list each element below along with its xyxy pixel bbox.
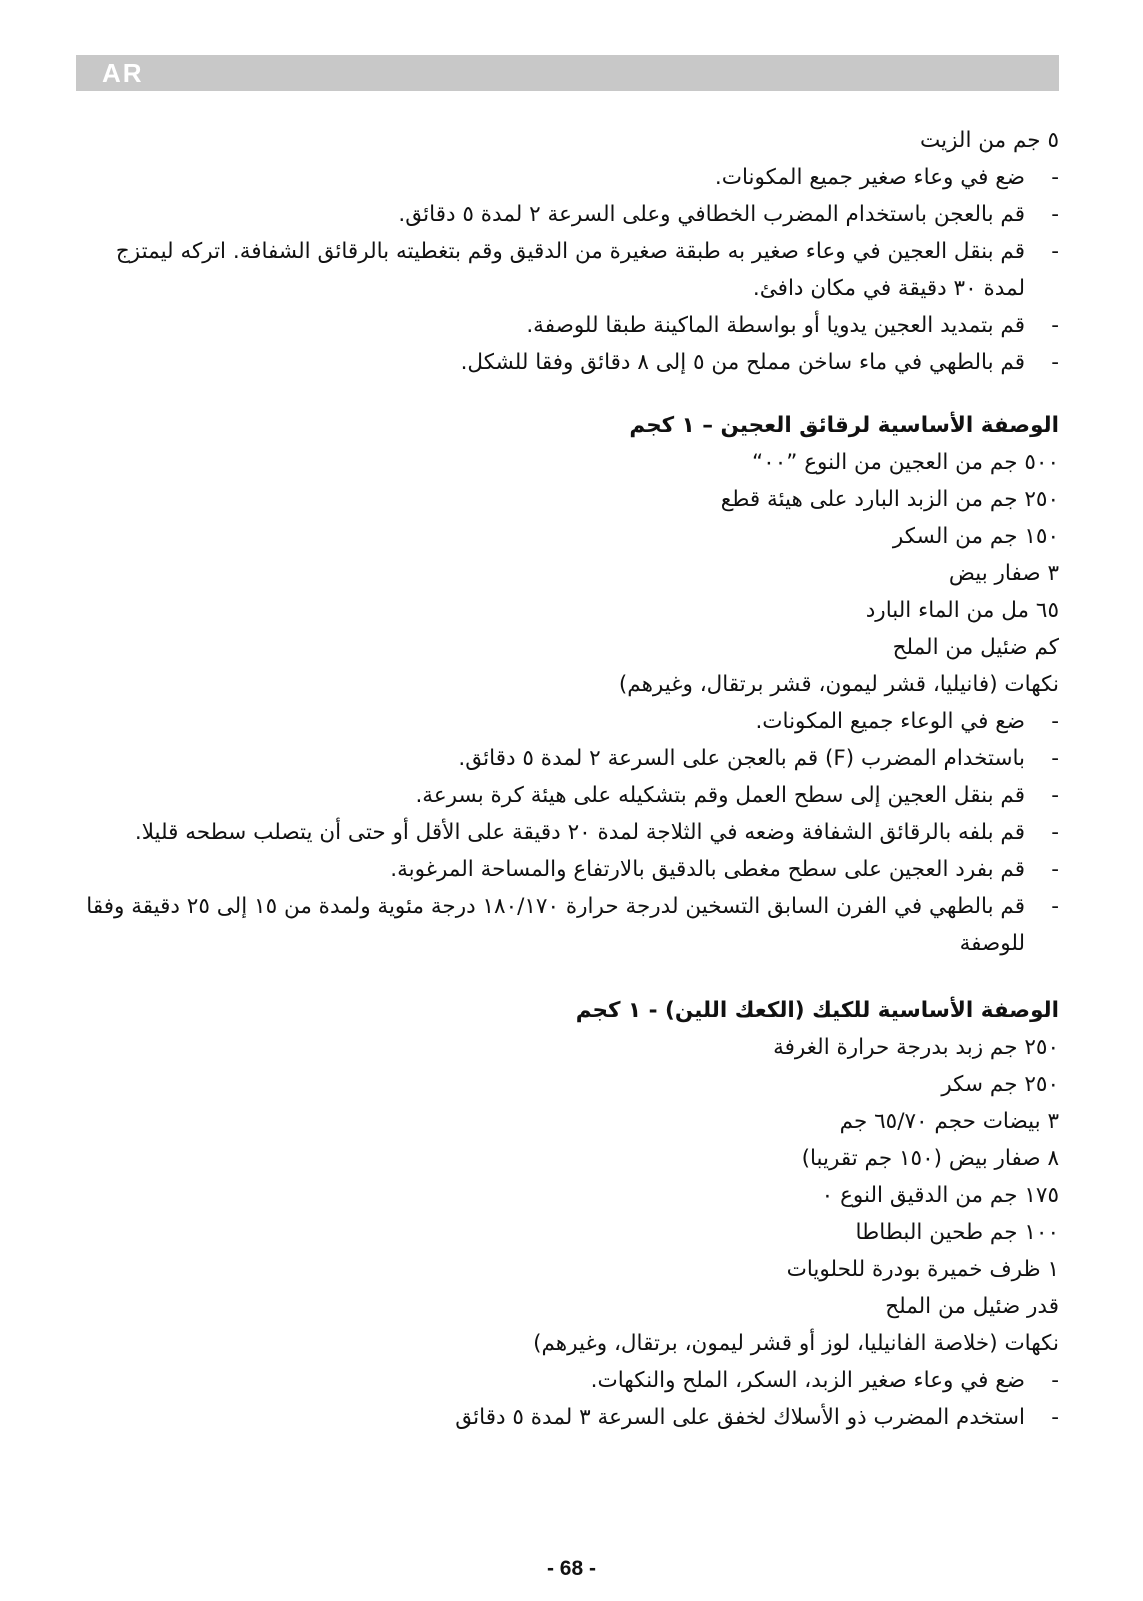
cake-step: - ضع في وعاء صغير الزبد، السكر، الملح والنكهات. xyxy=(76,1362,1059,1399)
recipe-content xyxy=(76,122,1059,1436)
pastry-step: - قم بلفه بالرقائق الشفافة وضعه في الثلاجة لمدة ٢٠ دقيقة على الأقل أو حتى أن يتصلب سطحه قليلا. xyxy=(76,814,1059,851)
cake-ingredient: ١٠٠ جم طحين البطاطا xyxy=(855,1220,1059,1245)
cake-ingredient: قدر ضئيل من الملح xyxy=(885,1294,1059,1319)
intro-step: - قم بالعجن باستخدام المضرب الخطافي وعلى السرعة ٢ لمدة ٥ دقائق. xyxy=(76,196,1059,233)
intro-step: - قم بتمديد العجين يدويا أو بواسطة الماكينة طبقا للوصفة. xyxy=(76,307,1059,344)
cake-ingredient: ١٧٥ جم من الدقيق النوع ٠ xyxy=(821,1183,1059,1208)
intro-step: - قم بالطهي في ماء ساخن مملح من ٥ إلى ٨ دقائق وفقا للشكل. xyxy=(76,344,1059,381)
page-number: - 68 - xyxy=(546,1557,596,1580)
language-header-bar xyxy=(76,55,1059,91)
pastry-step: - باستخدام المضرب (F) قم بالعجن على السرعة ٢ لمدة ٥ دقائق. xyxy=(76,740,1059,777)
language-code: AR xyxy=(102,58,144,88)
cake-ingredient: ٢٥٠ جم سكر xyxy=(941,1072,1059,1097)
cake-ingredient: ٣ بيضات حجم ٦٥/٧٠ جم xyxy=(839,1109,1059,1134)
pastry-ingredient: كم ضئيل من الملح xyxy=(892,635,1059,660)
pastry-ingredient: ٢٥٠ جم من الزبد البارد على هيئة قطع xyxy=(720,487,1059,512)
cake-ingredient: ٢٥٠ جم زبد بدرجة حرارة الغرفة xyxy=(773,1035,1059,1060)
pastry-step: - ضع في الوعاء جميع المكونات. xyxy=(76,703,1059,740)
cake-ingredient: نكهات (خلاصة الفانيليا، لوز أو قشر ليمون، برتقال، وغيرهم) xyxy=(533,1331,1059,1356)
pastry-ingredient: ٦٥ مل من الماء البارد xyxy=(865,598,1059,623)
pastry-recipe-title: الوصفة الأساسية لرقائق العجين – ١ كجم xyxy=(629,413,1059,438)
cake-ingredient: ٨ صفار بيض (١٥٠ جم تقريبا) xyxy=(801,1146,1059,1171)
oil-ingredient: ٥ جم من الزيت xyxy=(919,128,1059,153)
pastry-ingredient: ١٥٠ جم من السكر xyxy=(892,524,1059,549)
pastry-step: - قم بنقل العجين إلى سطح العمل وقم بتشكيله على هيئة كرة بسرعة. xyxy=(76,777,1059,814)
pastry-ingredient: ٣ صفار بيض xyxy=(948,561,1059,586)
pastry-ingredient: ٥٠٠ جم من العجين من النوع ”٠٠“ xyxy=(752,450,1059,475)
cake-ingredient: ١ ظرف خميرة بودرة للحلويات xyxy=(786,1257,1059,1282)
pastry-step: - قم بالطهي في الفرن السابق التسخين لدرجة حرارة ١٨٠/١٧٠ درجة مئوية ولمدة من ١٥ إلى ٢٥ دقيقة وفقا للوصفة xyxy=(76,888,1059,962)
pastry-ingredient: نكهات (فانيليا، قشر ليمون، قشر برتقال، وغيرهم) xyxy=(618,672,1059,697)
intro-step: - ضع في وعاء صغير جميع المكونات. xyxy=(76,159,1059,196)
cake-recipe-title: الوصفة الأساسية للكيك (الكعك اللين) - ١ كجم xyxy=(575,998,1059,1023)
cake-step: - استخدم المضرب ذو الأسلاك لخفق على السرعة ٣ لمدة ٥ دقائق xyxy=(76,1399,1059,1436)
intro-step: - قم بنقل العجين في وعاء صغير به طبقة صغيرة من الدقيق وقم بتغطيته بالرقائق الشفافة. اتركه ليمتزج لمدة ٣٠ دقيقة في مكان دافئ. xyxy=(76,233,1059,307)
pastry-step: - قم بفرد العجين على سطح مغطى بالدقيق بالارتفاع والمساحة المرغوبة. xyxy=(76,851,1059,888)
